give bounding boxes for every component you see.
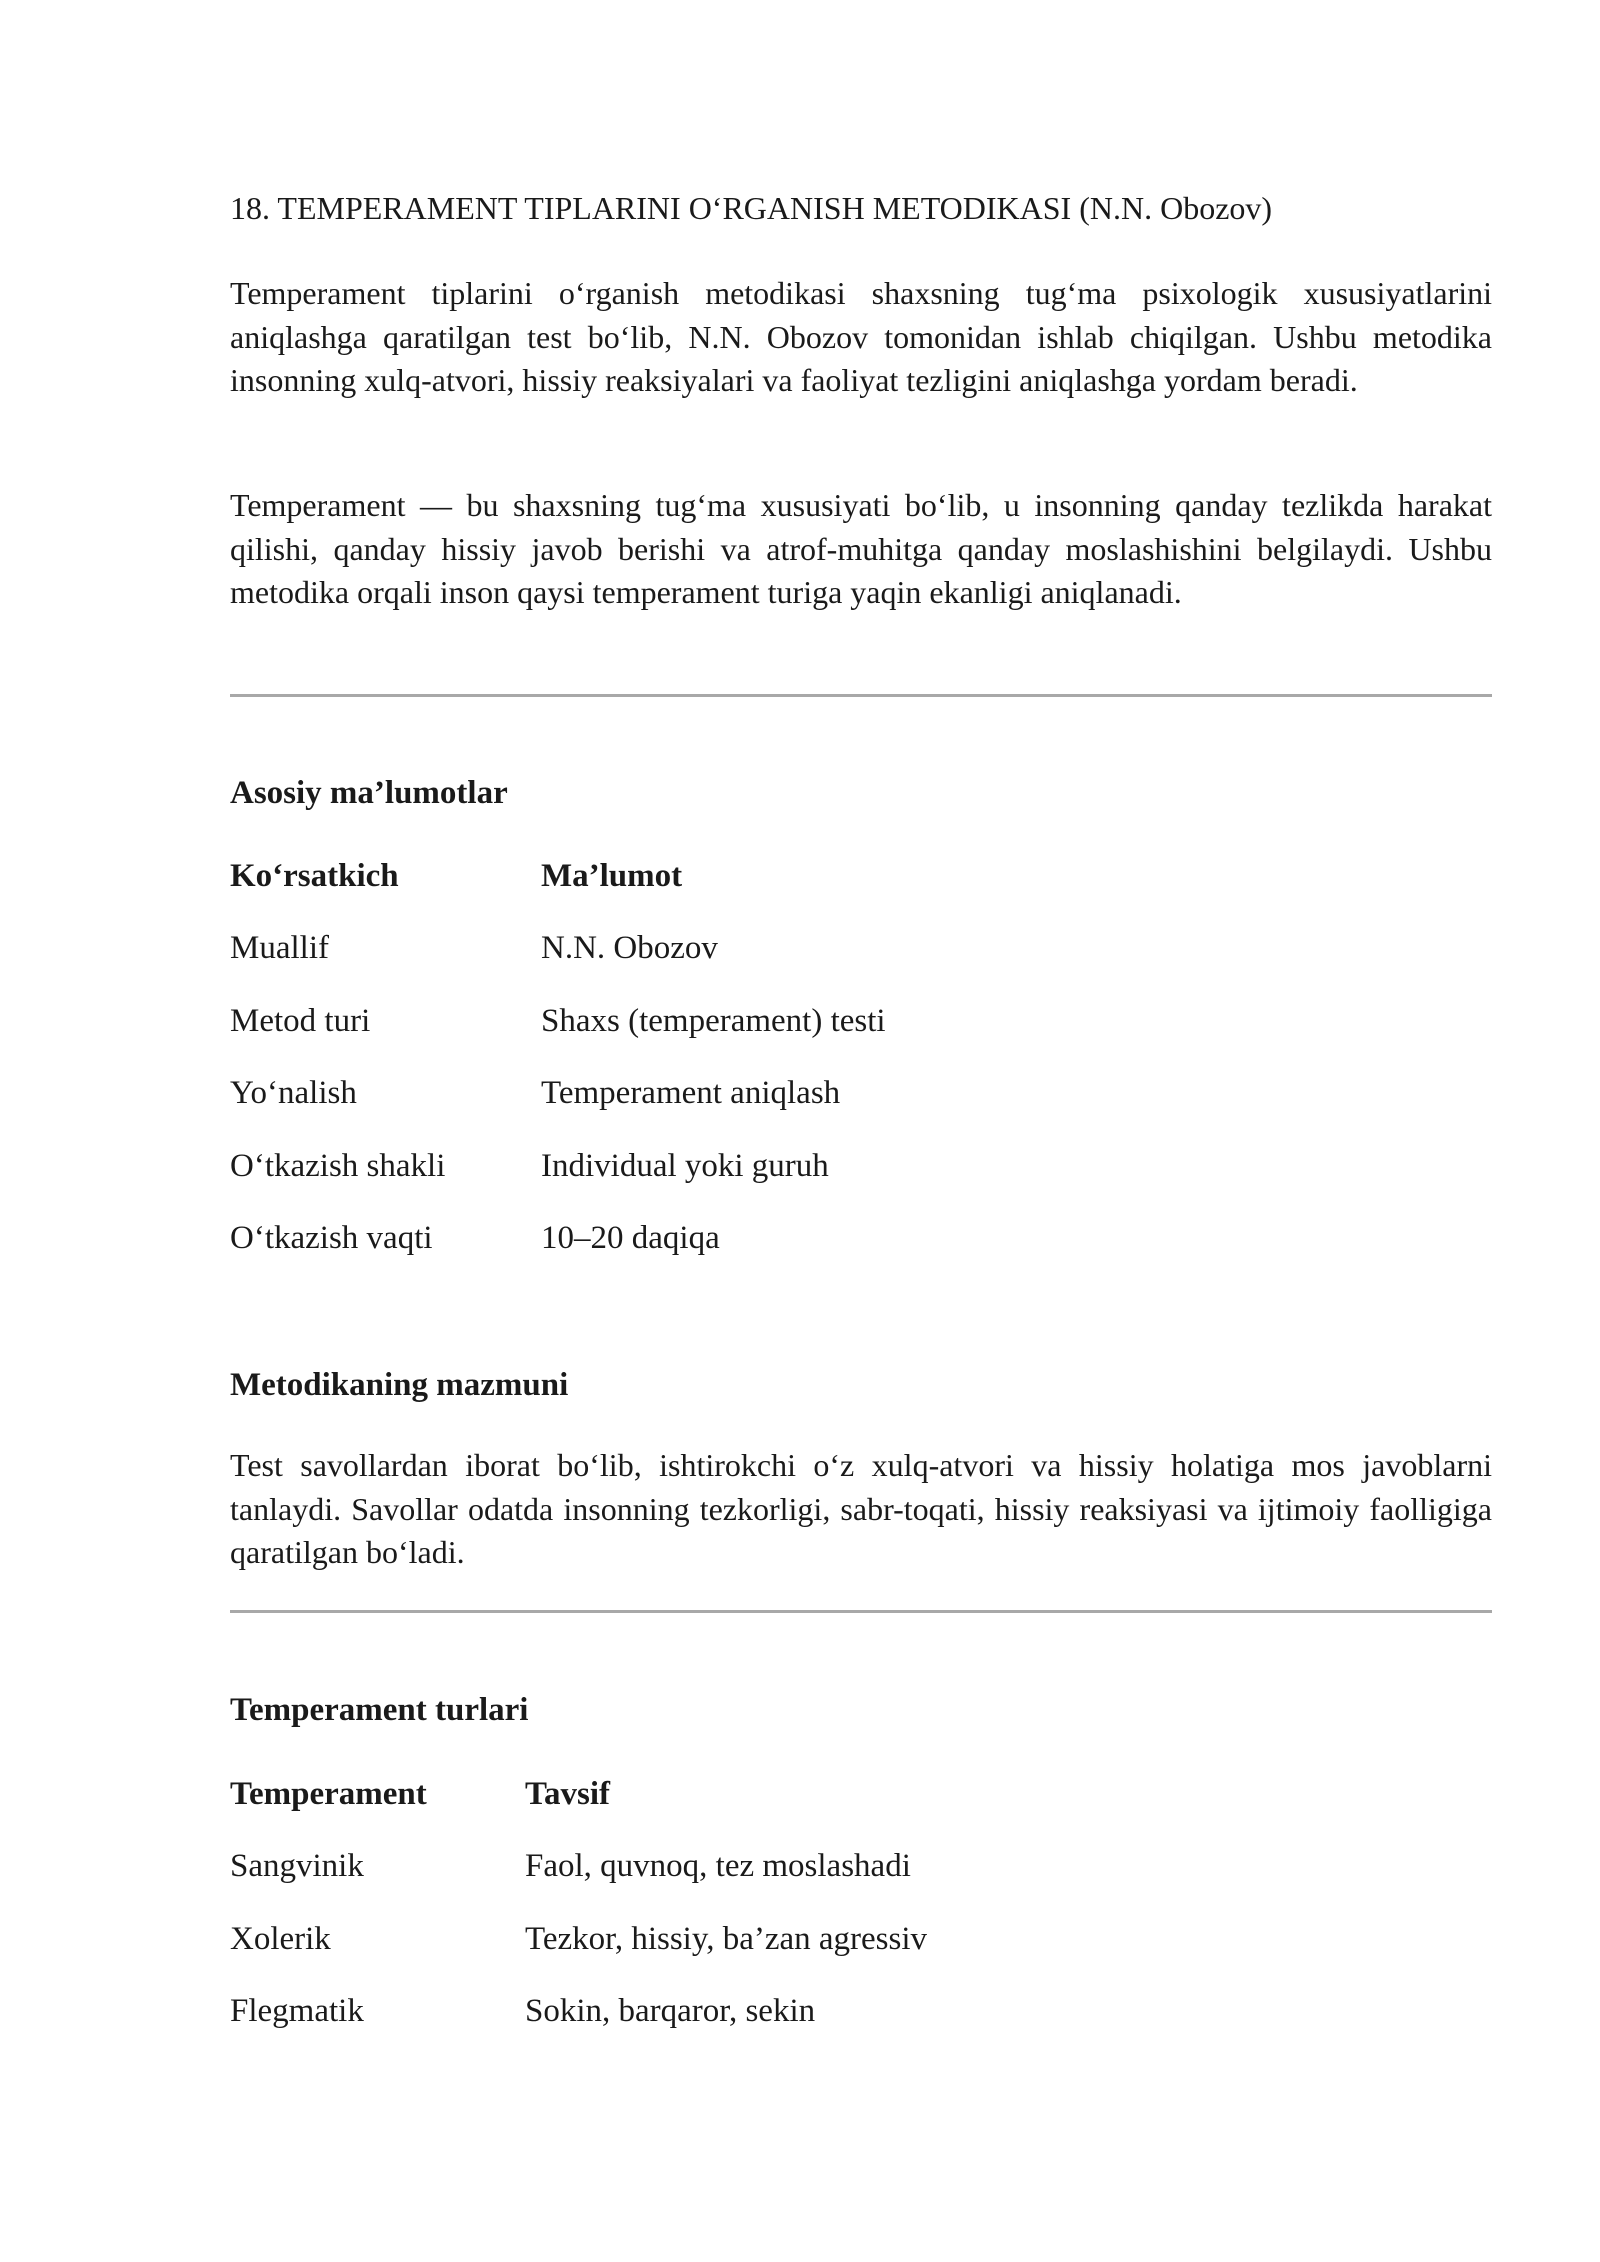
table-cell-label: Flegmatik [230, 1993, 364, 2030]
table-header-row [230, 840, 886, 913]
column-header: Tavsif [525, 1775, 610, 1812]
table-cell-value: Sokin, barqaror, sekin [525, 1993, 816, 2030]
intro-paragraph: Temperament — bu shaxsning tug‘ma xususiyati bo‘lib, u insonning qanday tezlikda harakat qilishi, qanday hissiy javob berishi va atrof-muhitga qanday moslashishini belgilaydi. Ushbu metodika orqali inson qaysi temperament turiga yaqin ekanligi aniqlanadi. [230, 487, 1492, 610]
table-cell-label: Yo‘nalish [230, 1075, 357, 1112]
table-header-row [230, 1758, 927, 1831]
table-row [230, 1058, 886, 1131]
section-heading-content: Metodikaning mazmuni [230, 1367, 569, 1403]
table-row [230, 1903, 927, 1976]
table-cell-label: O‘tkazish shakli [230, 1147, 446, 1184]
table-cell-label: O‘tkazish vaqti [230, 1220, 433, 1257]
content-paragraph: Test savollardan iborat bo‘lib, ishtirokchi o‘z xulq-atvori va hissiy holatiga mos javoblarni tanlaydi. Savollar odatda insonning tezkorligi, sabr-toqati, hissiy reaksiyasi va ijtimoiy faolligiga qaratilgan bo‘ladi. [230, 1447, 1492, 1570]
table-row [230, 1831, 927, 1904]
table-cell-value: Shaxs (temperament) testi [541, 1002, 886, 1039]
table-cell-value: Temperament aniqlash [541, 1075, 841, 1112]
table-row [230, 1203, 886, 1276]
table-row [230, 985, 886, 1058]
table-row [230, 913, 886, 986]
table-cell-label: Metod turi [230, 1002, 371, 1039]
section-heading-basic-info: Asosiy ma’lumotlar [230, 775, 508, 811]
table-cell-label: Xolerik [230, 1920, 331, 1957]
basic-info-table [230, 840, 886, 1275]
intro-paragraph: Temperament tiplarini o‘rganish metodikasi shaxsning tug‘ma psixologik xususiyatlarini aniqlashga qaratilgan test bo‘lib, N.N. Obozov tomonidan ishlab chiqilgan. Ushbu metodika insonning xulq-atvori, hissiy reaksiyalari va faoliyat tezligini aniqlashga yordam beradi. [230, 275, 1492, 398]
column-header: Ko‘rsatkich [230, 857, 399, 894]
column-header: Ma’lumot [541, 857, 683, 894]
table-cell-value: Individual yoki guruh [541, 1147, 829, 1184]
section-divider [230, 694, 1492, 697]
table-cell-value: N.N. Obozov [541, 930, 718, 967]
table-cell-value: Faol, quvnoq, tez moslashadi [525, 1848, 911, 1885]
section-divider [230, 1610, 1492, 1613]
temperament-types-table [230, 1758, 927, 2048]
table-cell-value: Tezkor, hissiy, ba’zan agressiv [525, 1920, 928, 1957]
document-title: 18. TEMPERAMENT TIPLARINI O‘RGANISH METODIKASI (N.N. Obozov) [230, 190, 1273, 226]
table-cell-label: Muallif [230, 930, 329, 967]
table-row [230, 1976, 927, 2049]
table-row [230, 1130, 886, 1203]
table-cell-value: 10–20 daqiqa [541, 1220, 720, 1257]
table-cell-label: Sangvinik [230, 1848, 364, 1885]
section-heading-types: Temperament turlari [230, 1692, 529, 1728]
column-header: Temperament [230, 1775, 427, 1812]
